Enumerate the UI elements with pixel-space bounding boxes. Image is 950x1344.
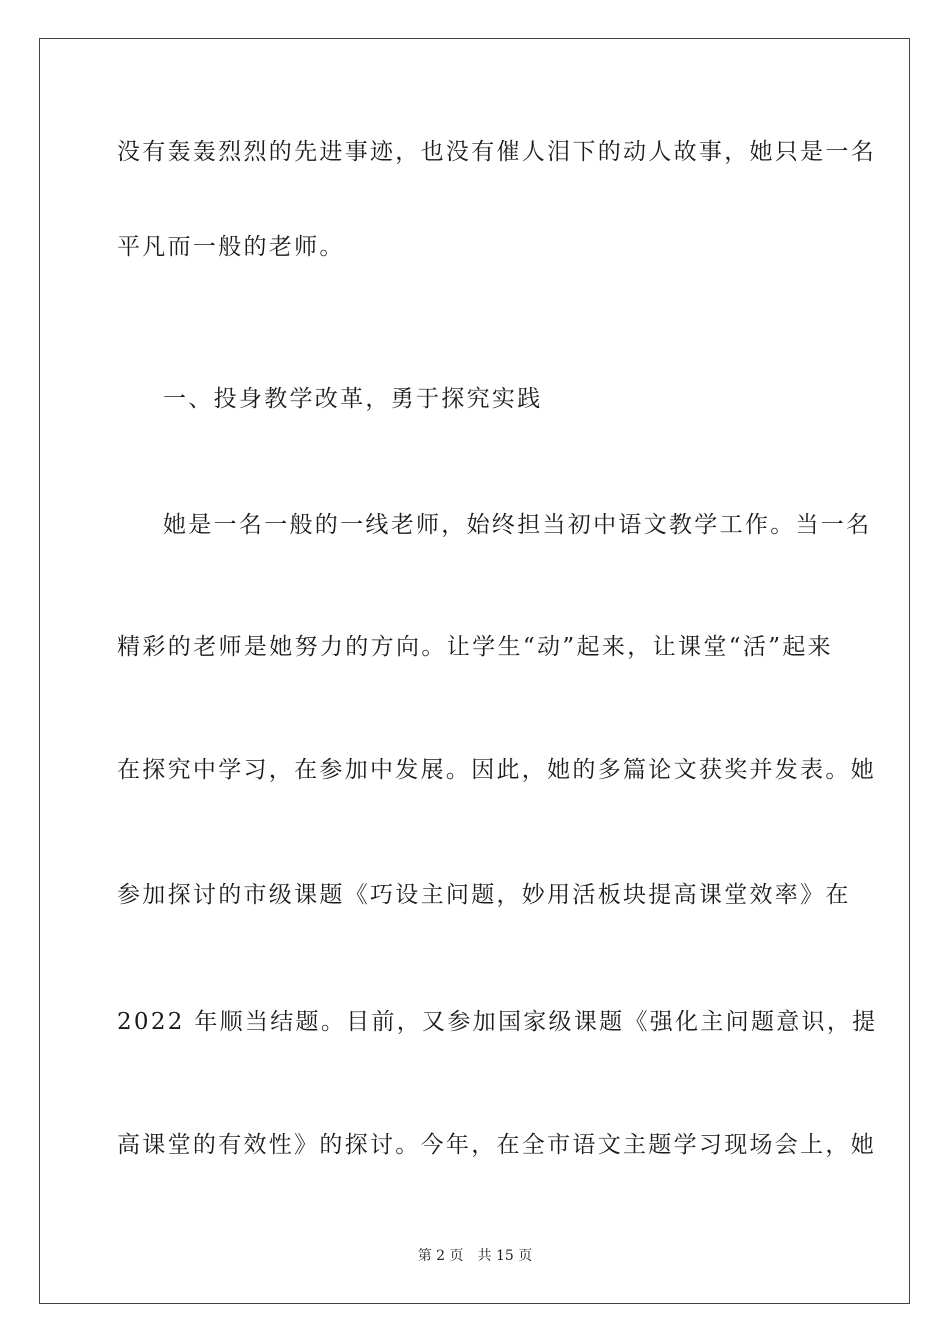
paragraph-line-7: 2022 年顺当结题。目前，又参加国家级课题《强化主问题意识，提: [117, 1009, 878, 1035]
page-total: 共 15 页: [477, 1248, 533, 1264]
paragraph-line-3: 她是一名一般的一线老师，始终担当初中语文教学工作。当一名: [163, 512, 872, 538]
page-footer: [0, 1247, 950, 1265]
paragraph-line-2: 平凡而一般的老师。: [117, 234, 345, 260]
paragraph-line-5: 在探究中学习，在参加中发展。因此，她的多篇论文获奖并发表。她: [117, 757, 876, 783]
page-number: 第 2 页: [417, 1248, 464, 1264]
section-heading: 一、投身教学改革，勇于探究实践: [163, 386, 543, 412]
paragraph-line-4: 精彩的老师是她努力的方向。让学生“动”起来，让课堂“活”起来: [117, 634, 833, 660]
paragraph-line-6: 参加探讨的市级课题《巧设主问题，妙用活板块提高课堂效率》在: [117, 882, 851, 908]
paragraph-line-8: 高课堂的有效性》的探讨。今年，在全市语文主题学习现场会上，她: [117, 1132, 876, 1158]
page-border: [39, 38, 910, 1304]
paragraph-line-1: 没有轰轰烈烈的先进事迹，也没有催人泪下的动人故事，她只是一名: [117, 139, 876, 165]
